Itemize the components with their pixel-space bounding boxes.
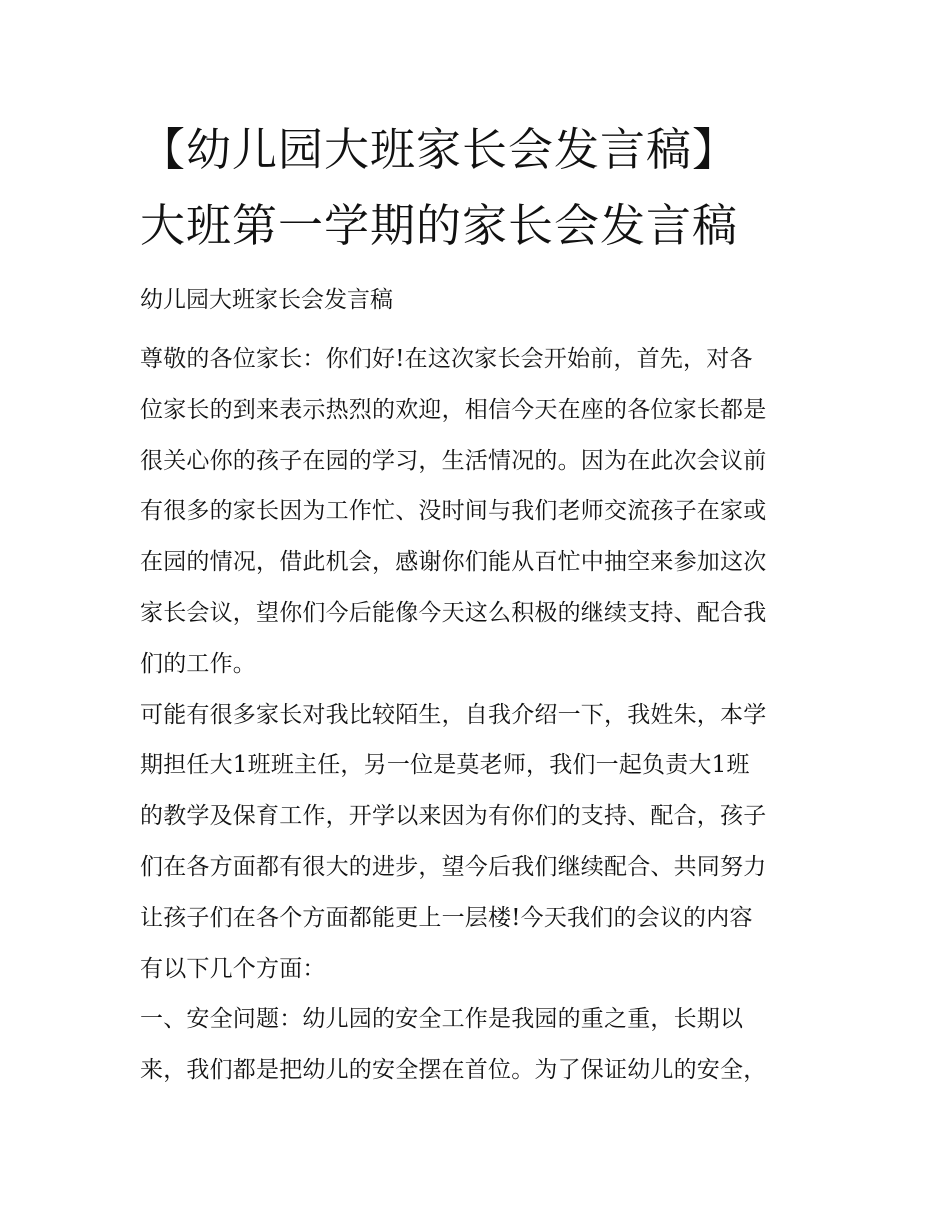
body-line: 一、安全问题：幼儿园的安全工作是我园的重之重，长期以 [140,1006,744,1033]
body-line: 期担任大1班班主任，另一位是莫老师，我们一起负责大1班 [140,752,750,779]
body-line: 的教学及保育工作，开学以来因为有你们的支持、配合，孩子 [140,803,767,830]
document-body [140,334,820,1096]
body-line: 很关心你的孩子在园的学习，生活情况的。因为在此次会议前 [140,447,767,474]
body-line: 位家长的到来表示热烈的欢迎，相信今天在座的各位家长都是 [140,396,767,423]
body-line: 尊敬的各位家长：你们好!在这次家长会开始前，首先，对各 [140,346,753,372]
body-line: 家长会议，望你们今后能像今天这么积极的继续支持、配合我 [140,599,767,626]
body-line: 有以下几个方面： [140,955,326,982]
body-line: 们在各方面都有很大的进步，望今后我们继续配合、共同努力 [140,853,767,880]
body-line: 有很多的家长因为工作忙、没时间与我们老师交流孩子在家或 [140,498,767,525]
body-line: 可能有很多家长对我比较陌生，自我介绍一下，我姓朱，本学 [140,701,767,728]
body-line: 让孩子们在各个方面都能更上一层楼!今天我们的会议的内容 [140,904,753,931]
body-line: 在园的情况，借此机会，感谢你们能从百忙中抽空来参加这次 [140,549,767,576]
title-line-2: 大班第一学期的家长会发言稿 [140,199,739,252]
document-title [140,112,840,264]
body-line: 们的工作。 [140,650,256,677]
document-subtitle: 幼儿园大班家长会发言稿 [140,287,393,313]
title-line-1: 【幼儿园大班家长会发言稿】 [140,123,739,176]
body-line: 来，我们都是把幼儿的安全摆在首位。为了保证幼儿的安全， [140,1057,767,1084]
